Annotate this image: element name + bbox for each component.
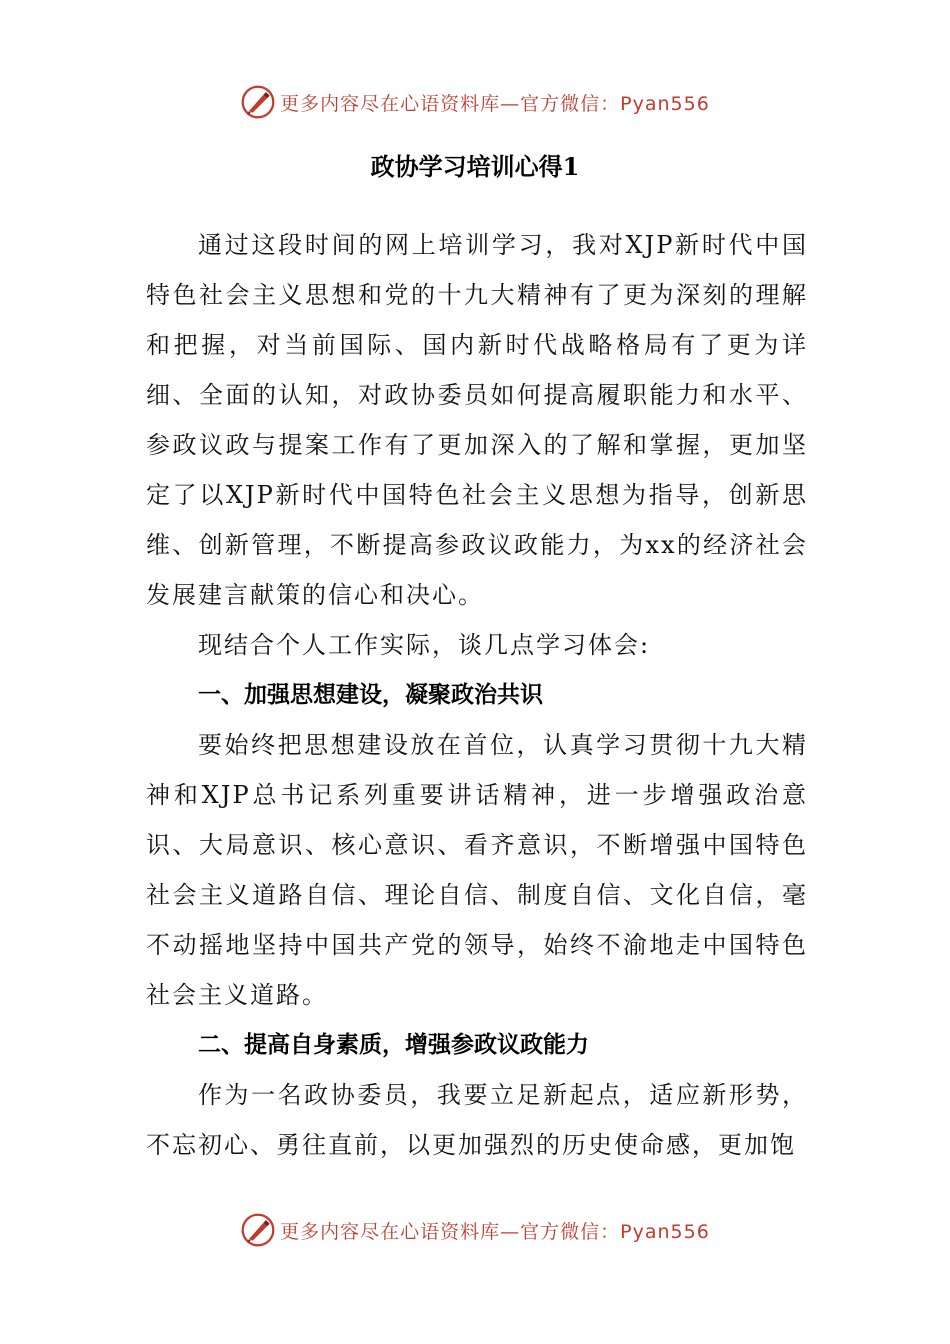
section-paragraph-2: 作为一名政协委员，我要立足新起点，适应新形势，不忘初心、勇往直前，以更加强烈的历史使命感，更加饱 <box>146 1081 808 1159</box>
watermark-text: 更多内容尽在心语资料库—官方微信：Pyan556 <box>280 92 710 115</box>
watermark-footer <box>0 1210 950 1250</box>
section-paragraph-1: 要始终把思想建设放在首位，认真学习贯彻十九大精神和XJP总书记系列重要讲话精神，进一步增强政治意识、大局意识、核心意识、看齐意识，不断增强中国特色社会主义道路自信、理论自信、制度自信、文化自信，毫不动摇地坚持中国共产党的领导，始终不渝地走中国特色社会主义道路。 <box>146 731 808 1009</box>
section-heading-1: 一、加强思想建设，凝聚政治共识 <box>198 682 543 708</box>
watermark-header <box>0 82 950 122</box>
pen-nib-logo-icon <box>240 1212 276 1248</box>
document-title: 政协学习培训心得1 <box>370 152 580 181</box>
intro-paragraph: 通过这段时间的网上培训学习，我对XJP新时代中国特色社会主义思想和党的十九大精神有了更为深刻的理解和把握，对当前国际、国内新时代战略格局有了更为详细、全面的认知，对政协委员如何提高履职能力和水平、参政议政与提案工作有了更加深入的了解和掌握，更加坚定了以XJP新时代中国特色社会主义思想为指导，创新思维、创新管理，不断提高参政议政能力，为xx的经济社会发展建言献策的信心和决心。 <box>146 231 808 609</box>
transition-paragraph: 现结合个人工作实际，谈几点学习体会: <box>198 631 651 659</box>
watermark-text: 更多内容尽在心语资料库—官方微信：Pyan556 <box>280 1220 710 1243</box>
document-body <box>146 220 808 1170</box>
pen-nib-logo-icon <box>240 84 276 120</box>
section-heading-2: 二、提高自身素质，增强参政议政能力 <box>198 1032 589 1058</box>
